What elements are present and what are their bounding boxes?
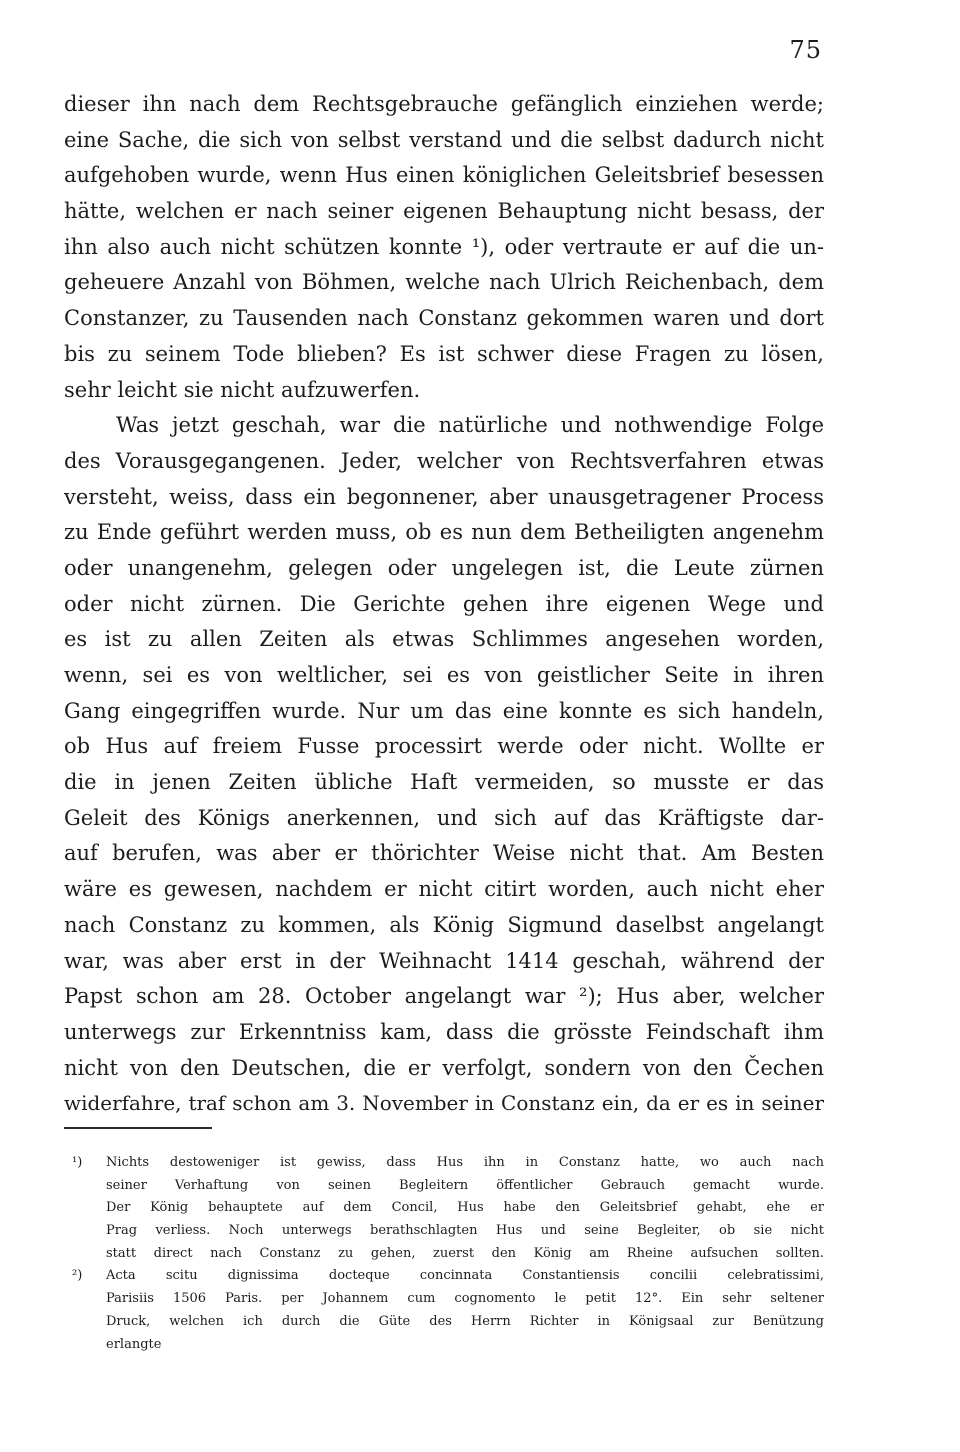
page-number: 75 xyxy=(789,36,822,64)
footnote-text: Acta scitu dignissima docteque concinnata Constantiensis concilii celebratissimi, xyxy=(106,1268,824,1284)
main-text xyxy=(64,87,824,1122)
text-line: dieser ihn nach dem Rechtsgebrauche gefänglich einziehen werde; xyxy=(64,92,824,116)
footnote-line: Der König behauptete auf dem Concil, Hus habe den Geleitsbrief gehabt, ehe er xyxy=(106,1200,824,1216)
footnote-line xyxy=(72,1265,824,1288)
footnote-marker: ¹) xyxy=(72,1155,83,1170)
text-line: bis zu seinem Tode blieben? Es ist schwer diese Fragen zu lösen, xyxy=(64,341,824,366)
text-line: war, was aber erst in der Weihnacht 1414 geschah, während der xyxy=(64,948,824,973)
text-line: Geleit des Königs anerkennen, und sich auf das Kräftigste dar- xyxy=(64,805,824,830)
text-line: geheuere Anzahl von Böhmen, welche nach Ulrich Reichenbach, dem xyxy=(64,270,824,295)
text-line: versteht, weiss, dass ein begonnener, aber unausgetragener Process xyxy=(64,484,824,509)
text-line: des Vorausgegangenen. Jeder, welcher von Rechtsverfahren etwas xyxy=(64,448,824,473)
footnote-line: statt direct nach Constanz zu gehen, zuerst den König am Rheine aufsuchen sollten. xyxy=(106,1245,824,1261)
text-line: Was jetzt geschah, war die natürliche und nothwendige Folge xyxy=(116,413,824,438)
footnote-line: seiner Verhaftung von seinen Begleitern öffentlicher Gebrauch gemacht wurde. xyxy=(106,1177,824,1193)
footnote-text: Nichts destoweniger ist gewiss, dass Hus ihn in Constanz hatte, wo auch nach xyxy=(106,1155,824,1170)
text-line: Papst schon am 28. October angelangt war ²); Hus aber, welcher xyxy=(64,984,824,1009)
footnotes xyxy=(72,1152,824,1356)
text-line: ihn also auch nicht schützen konnte ¹), oder vertraute er auf die un- xyxy=(64,234,824,259)
text-line: sehr leicht sie nicht aufzuwerfen. xyxy=(64,377,421,402)
text-line: es ist zu allen Zeiten als etwas Schlimmes angesehen worden, xyxy=(64,627,824,652)
text-line: nach Constanz zu kommen, als König Sigmund daselbst angelangt xyxy=(64,912,824,937)
text-line: nicht von den Deutschen, die er verfolgt, sondern von den Čechen xyxy=(64,1055,824,1080)
text-line: Gang eingegriffen wurde. Nur um das eine konnte es sich handeln, xyxy=(64,698,824,723)
footnote-divider xyxy=(64,1127,212,1129)
text-line: wäre es gewesen, nachdem er nicht citirt worden, auch nicht eher xyxy=(64,877,824,902)
footnote-line: Parisiis 1506 Paris. per Johannem cum cognomento le petit 12°. Ein sehr seltener xyxy=(106,1291,824,1307)
footnote-line: Prag verliess. Noch unterwegs berathschlagten Hus und seine Begleiter, ob sie nicht xyxy=(106,1223,824,1239)
text-line: die in jenen Zeiten übliche Haft vermeiden, so musste er das xyxy=(64,770,824,795)
footnote-line xyxy=(72,1152,824,1175)
text-line: hätte, welchen er nach seiner eigenen Behauptung nicht besass, der xyxy=(64,199,824,224)
footnote-line: Druck, welchen ich durch die Güte des Herrn Richter in Königsaal zur Benützung xyxy=(106,1313,824,1329)
text-line: auf berufen, was aber er thörichter Weise nicht that. Am Besten xyxy=(64,841,824,866)
text-line: eine Sache, die sich von selbst verstand und die selbst dadurch nicht xyxy=(64,127,824,152)
text-line: oder nicht zürnen. Die Gerichte gehen ihre eigenen Wege und xyxy=(64,591,824,616)
text-line: widerfahre, traf schon am 3. November in Constanz ein, da er es in seiner xyxy=(64,1091,824,1116)
text-line: wenn, sei es von weltlicher, sei es von geistlicher Seite in ihren xyxy=(64,663,824,687)
text-line: aufgehoben wurde, wenn Hus einen königlichen Geleitsbrief besessen xyxy=(64,163,824,188)
footnote-line: erlangte xyxy=(106,1336,162,1352)
text-line: zu Ende geführt werden muss, ob es nun dem Betheiligten angenehm xyxy=(64,520,824,545)
text-line: unterwegs zur Erkenntniss kam, dass die grösste Feindschaft ihm xyxy=(64,1019,824,1044)
text-line: oder unangenehm, gelegen oder ungelegen ist, die Leute zürnen xyxy=(64,555,824,580)
footnote-marker: ²) xyxy=(72,1268,83,1284)
text-line: ob Hus auf freiem Fusse processirt werde oder nicht. Wollte er xyxy=(64,734,824,759)
text-line: Constanzer, zu Tausenden nach Constanz gekommen waren und dort xyxy=(64,306,824,331)
